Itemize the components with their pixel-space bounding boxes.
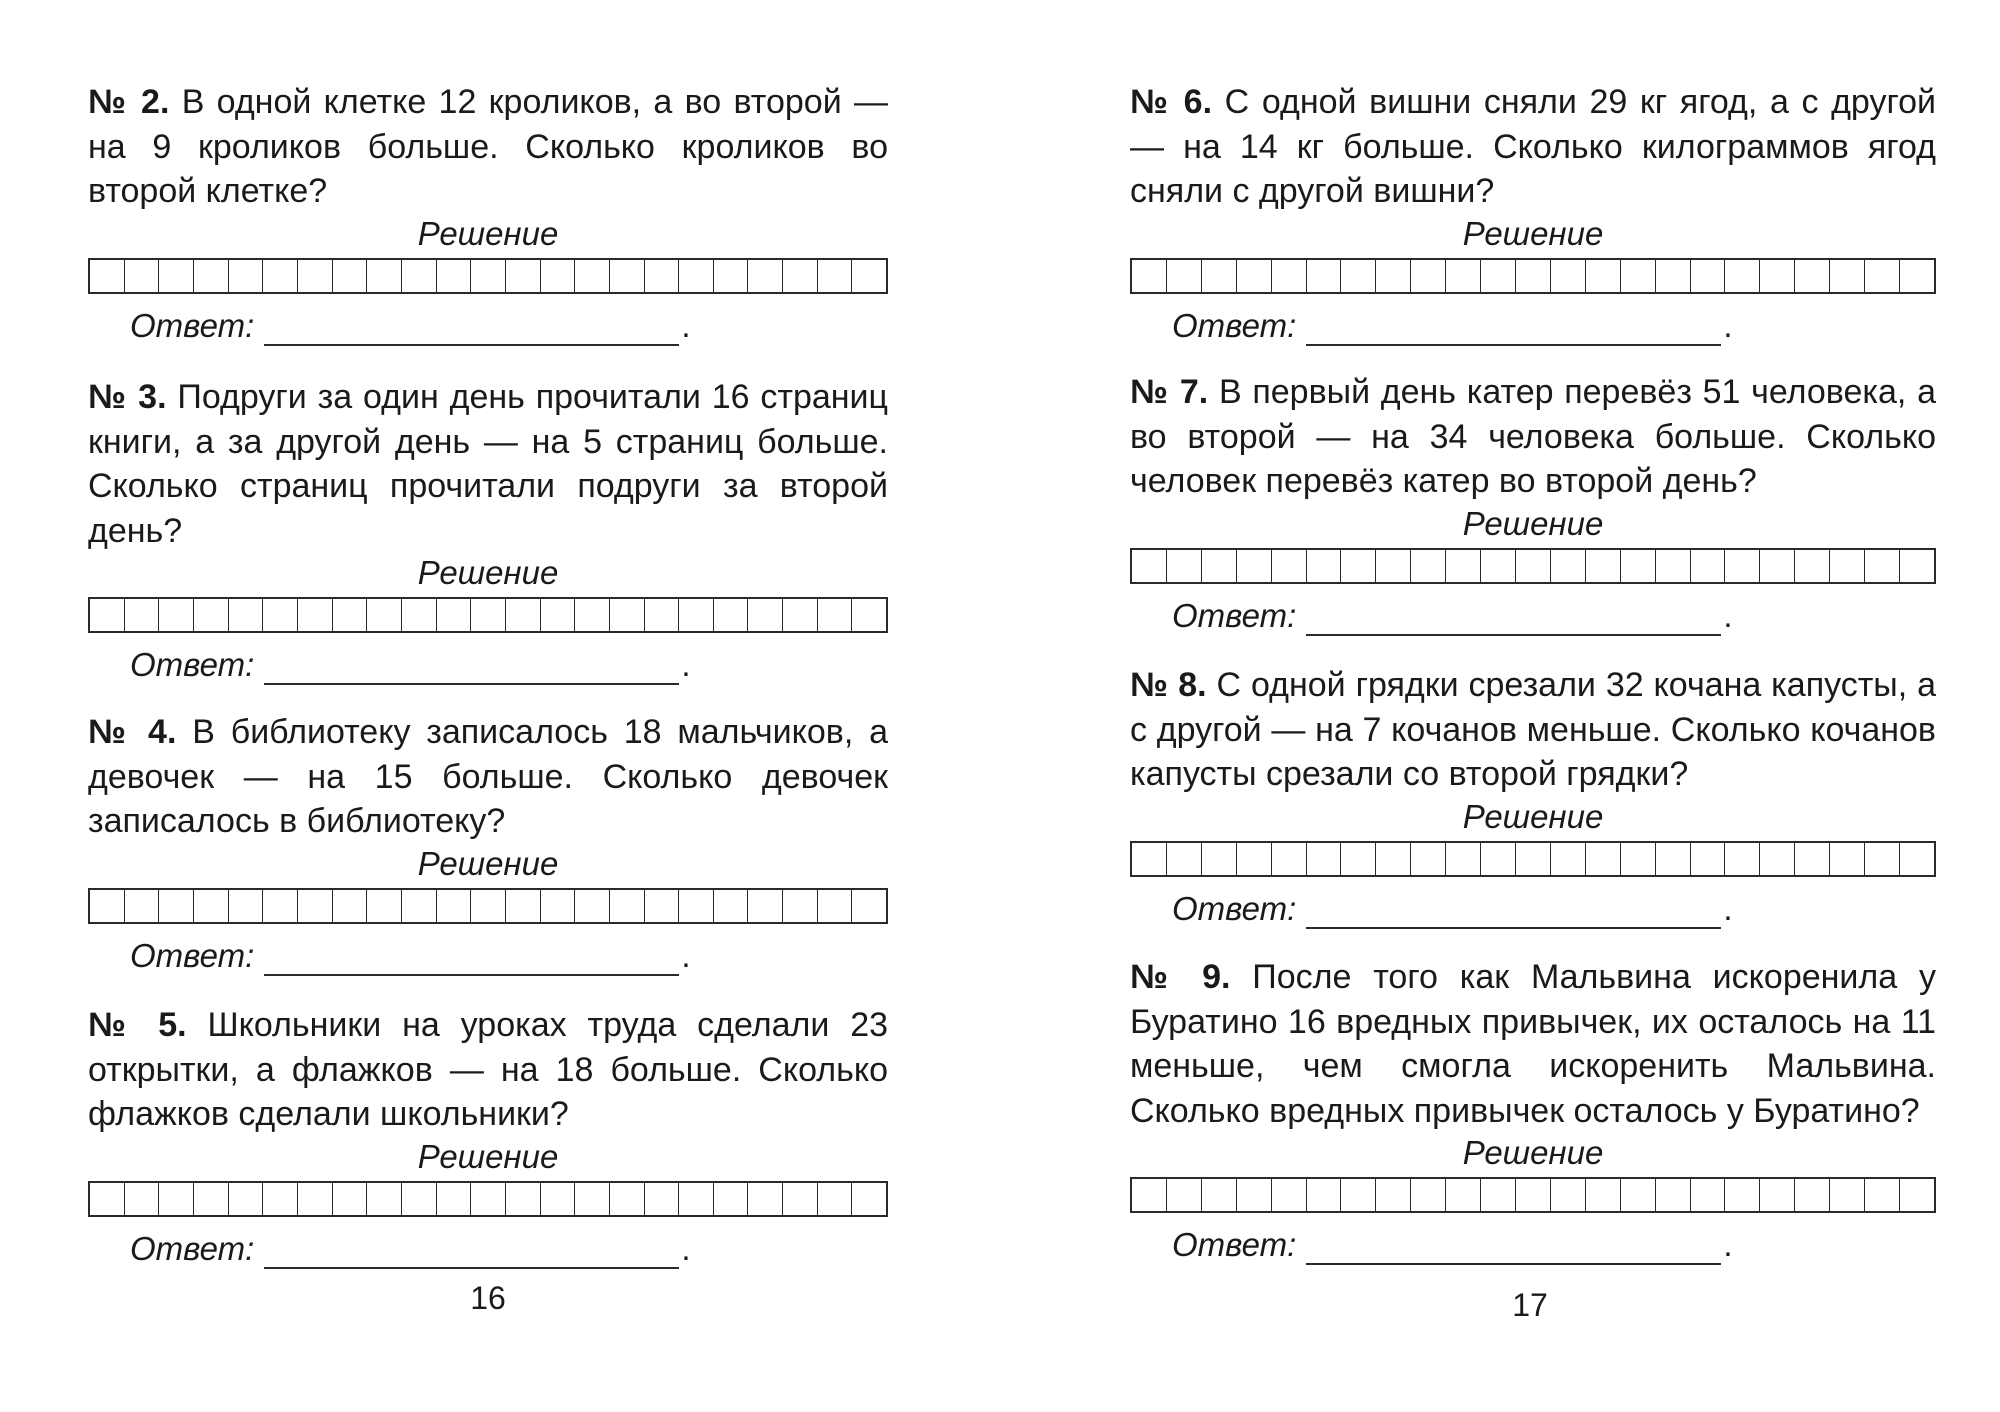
grid-cell[interactable] [818, 890, 853, 922]
solution-label: Решение [1462, 797, 1604, 835]
grid-cell[interactable] [1272, 1179, 1307, 1211]
grid-cell[interactable] [575, 1183, 610, 1215]
answer-period: . [1723, 596, 1733, 634]
grid-cell[interactable] [1795, 843, 1830, 875]
grid-cell[interactable] [1481, 550, 1516, 582]
grid-cell[interactable] [748, 890, 783, 922]
grid-cell[interactable] [125, 1183, 160, 1215]
grid-cell[interactable] [1237, 550, 1272, 582]
grid-cell[interactable] [1167, 550, 1202, 582]
grid-cell[interactable] [1691, 260, 1726, 292]
grid-cell[interactable] [818, 599, 853, 631]
grid-cell[interactable] [471, 890, 506, 922]
grid-cell[interactable] [1760, 550, 1795, 582]
grid-cell[interactable] [818, 260, 853, 292]
grid-cell[interactable] [1132, 1179, 1167, 1211]
grid-cell[interactable] [1411, 260, 1446, 292]
grid-cell[interactable] [852, 1183, 886, 1215]
problem-text [1130, 663, 1936, 797]
grid-cell[interactable] [1307, 1179, 1342, 1211]
grid-cell[interactable] [575, 599, 610, 631]
grid-cell[interactable] [298, 890, 333, 922]
grid-cell[interactable] [298, 599, 333, 631]
answer-period: . [681, 306, 691, 344]
grid-cell[interactable] [679, 890, 714, 922]
grid-cell[interactable] [159, 890, 194, 922]
grid-cell[interactable] [1586, 550, 1621, 582]
problem-statement: В библиотеку записалось 18 мальчиков, а девочек — на 15 больше. Сколько девочек записалось в библиотеку? [88, 713, 889, 840]
grid-cell[interactable] [1516, 843, 1551, 875]
grid-cell[interactable] [1621, 1179, 1656, 1211]
grid-cell[interactable] [506, 1183, 541, 1215]
grid-cell[interactable] [1272, 550, 1307, 582]
grid-cell[interactable] [159, 599, 194, 631]
answer-period: . [681, 646, 691, 683]
answer-label: Ответ: [1172, 1226, 1297, 1263]
grid-cell[interactable] [852, 260, 886, 292]
grid-cell[interactable] [1725, 550, 1760, 582]
grid-cell[interactable] [852, 599, 886, 631]
grid-cell[interactable] [1760, 1179, 1795, 1211]
grid-cell[interactable] [1481, 1179, 1516, 1211]
grid-cell[interactable] [1167, 260, 1202, 292]
grid-cell[interactable] [229, 890, 264, 922]
problem-number: № 9. [1130, 958, 1231, 996]
grid-cell[interactable] [1725, 260, 1760, 292]
grid-cell[interactable] [194, 260, 229, 292]
grid-cell[interactable] [714, 260, 749, 292]
answer-period: . [681, 1229, 691, 1267]
answer-row [88, 1229, 888, 1269]
grid-cell[interactable] [1725, 1179, 1760, 1211]
answer-label: Ответ: [130, 1229, 255, 1267]
grid-cell[interactable] [1865, 260, 1900, 292]
grid-cell[interactable] [1621, 550, 1656, 582]
grid-cell[interactable] [1830, 550, 1865, 582]
answer-label: Ответ: [1172, 889, 1297, 927]
grid-cell[interactable] [506, 599, 541, 631]
grid-cell[interactable] [471, 599, 506, 631]
solution-label: Решение [417, 1137, 559, 1175]
grid-cell[interactable] [714, 890, 749, 922]
grid-cell[interactable] [1132, 260, 1167, 292]
problem-5 [88, 1003, 888, 1269]
problem-number: № 2. [88, 83, 170, 121]
grid-cell[interactable] [1586, 1179, 1621, 1211]
problem-text [88, 1003, 888, 1137]
grid-cell[interactable] [541, 260, 576, 292]
answer-input-line[interactable] [264, 653, 679, 685]
grid-cell[interactable] [402, 1183, 437, 1215]
grid-cell[interactable] [1307, 260, 1342, 292]
grid-cell[interactable] [367, 260, 402, 292]
grid-cell[interactable] [1446, 843, 1481, 875]
problem-number: № 4. [88, 713, 177, 751]
grid-cell[interactable] [1341, 260, 1376, 292]
problem-8 [1130, 663, 1936, 929]
grid-cell[interactable] [90, 260, 125, 292]
grid-cell[interactable] [1341, 843, 1376, 875]
problem-statement: С одной грядки срезали 32 кочана капусты, а с другой — на 7 кочанов меньше. Сколько кочанов капусты срезали со второй грядки? [1130, 666, 1936, 793]
grid-cell[interactable] [437, 599, 472, 631]
grid-cell[interactable] [1202, 260, 1237, 292]
grid-cell[interactable] [194, 599, 229, 631]
grid-cell[interactable] [818, 1183, 853, 1215]
grid-cell[interactable] [1760, 843, 1795, 875]
grid-cell[interactable] [645, 599, 680, 631]
grid-cell[interactable] [541, 599, 576, 631]
grid-cell[interactable] [1830, 843, 1865, 875]
problem-2 [88, 80, 888, 346]
grid-cell[interactable] [679, 260, 714, 292]
grid-cell[interactable] [1621, 260, 1656, 292]
solution-label: Решение [1462, 1134, 1604, 1171]
grid-cell[interactable] [1132, 843, 1167, 875]
grid-cell[interactable] [1900, 260, 1934, 292]
answer-row [88, 645, 888, 685]
grid-cell[interactable] [125, 890, 160, 922]
grid-cell[interactable] [506, 890, 541, 922]
grid-cell[interactable] [1516, 260, 1551, 292]
grid-cell[interactable] [541, 1183, 576, 1215]
grid-cell[interactable] [1656, 550, 1691, 582]
answer-input-line[interactable] [1306, 604, 1721, 636]
grid-cell[interactable] [333, 1183, 368, 1215]
grid-cell[interactable] [125, 599, 160, 631]
grid-cell[interactable] [1376, 260, 1411, 292]
solution-grid[interactable] [1130, 1177, 1936, 1213]
grid-cell[interactable] [402, 599, 437, 631]
problem-9 [1130, 955, 1936, 1265]
grid-cell[interactable] [679, 1183, 714, 1215]
problem-number: № 3. [88, 378, 167, 416]
grid-cell[interactable] [645, 1183, 680, 1215]
grid-cell[interactable] [783, 890, 818, 922]
grid-cell[interactable] [1411, 1179, 1446, 1211]
solution-grid[interactable] [88, 258, 888, 294]
grid-cell[interactable] [333, 260, 368, 292]
grid-cell[interactable] [1551, 1179, 1586, 1211]
solution-grid[interactable] [88, 888, 888, 924]
answer-period: . [681, 936, 691, 974]
grid-cell[interactable] [159, 1183, 194, 1215]
grid-cell[interactable] [1830, 1179, 1865, 1211]
grid-cell[interactable] [1691, 1179, 1726, 1211]
problem-3 [88, 375, 888, 685]
answer-input-line[interactable] [1306, 897, 1721, 929]
grid-cell[interactable] [333, 599, 368, 631]
grid-cell[interactable] [159, 260, 194, 292]
solution-grid[interactable] [1130, 841, 1936, 877]
answer-row [1130, 306, 1936, 346]
answer-label: Ответ: [1172, 596, 1297, 634]
grid-cell[interactable] [1446, 260, 1481, 292]
problem-statement: В первый день катер перевёз 51 человека, а во второй — на 34 человека больше. Сколько человек перевёз катер во второй день? [1130, 373, 1936, 500]
grid-cell[interactable] [1376, 1179, 1411, 1211]
problem-number: № 7. [1130, 373, 1209, 411]
grid-cell[interactable] [1481, 843, 1516, 875]
problem-number: № 5. [88, 1006, 187, 1044]
grid-cell[interactable] [1900, 550, 1934, 582]
grid-cell[interactable] [645, 260, 680, 292]
grid-cell[interactable] [1760, 260, 1795, 292]
solution-label: Решение [417, 554, 559, 591]
solution-label: Решение [1462, 504, 1604, 542]
grid-cell[interactable] [263, 599, 298, 631]
problem-text [88, 375, 888, 553]
grid-cell[interactable] [783, 599, 818, 631]
page-number: 16 [470, 1280, 506, 1316]
grid-cell[interactable] [1551, 843, 1586, 875]
grid-cell[interactable] [437, 1183, 472, 1215]
grid-cell[interactable] [1900, 843, 1934, 875]
grid-cell[interactable] [1411, 843, 1446, 875]
right-page [1130, 0, 1936, 1412]
grid-cell[interactable] [506, 260, 541, 292]
solution-label: Решение [1462, 214, 1604, 252]
grid-cell[interactable] [748, 1183, 783, 1215]
grid-cell[interactable] [1656, 260, 1691, 292]
grid-cell[interactable] [1132, 550, 1167, 582]
grid-cell[interactable] [1202, 843, 1237, 875]
grid-cell[interactable] [1516, 1179, 1551, 1211]
answer-label: Ответ: [130, 936, 255, 974]
grid-cell[interactable] [402, 890, 437, 922]
grid-cell[interactable] [333, 890, 368, 922]
grid-cell[interactable] [471, 260, 506, 292]
grid-cell[interactable] [90, 890, 125, 922]
grid-cell[interactable] [1551, 550, 1586, 582]
solution-grid[interactable] [88, 597, 888, 633]
grid-cell[interactable] [1481, 260, 1516, 292]
solution-grid[interactable] [88, 1181, 888, 1217]
grid-cell[interactable] [437, 260, 472, 292]
grid-cell[interactable] [714, 1183, 749, 1215]
answer-label: Ответ: [1172, 306, 1297, 344]
grid-cell[interactable] [1900, 1179, 1934, 1211]
grid-cell[interactable] [1865, 550, 1900, 582]
grid-cell[interactable] [748, 260, 783, 292]
answer-label: Ответ: [130, 306, 255, 344]
grid-cell[interactable] [1830, 260, 1865, 292]
answer-input-line[interactable] [264, 314, 679, 346]
answer-row [1130, 1225, 1936, 1265]
grid-cell[interactable] [1691, 843, 1726, 875]
solution-label: Решение [417, 844, 559, 882]
grid-cell[interactable] [1272, 260, 1307, 292]
grid-cell[interactable] [1341, 1179, 1376, 1211]
grid-cell[interactable] [1307, 550, 1342, 582]
grid-cell[interactable] [783, 260, 818, 292]
grid-cell[interactable] [194, 1183, 229, 1215]
grid-cell[interactable] [90, 1183, 125, 1215]
grid-cell[interactable] [1411, 550, 1446, 582]
solution-label: Решение [417, 214, 559, 252]
grid-cell[interactable] [1341, 550, 1376, 582]
answer-period: . [1723, 306, 1733, 344]
problem-4 [88, 710, 888, 976]
grid-cell[interactable] [1167, 843, 1202, 875]
answer-period: . [1723, 889, 1733, 927]
grid-cell[interactable] [298, 1183, 333, 1215]
problem-number: № 8. [1130, 666, 1207, 704]
answer-row [1130, 596, 1936, 636]
grid-cell[interactable] [645, 890, 680, 922]
grid-cell[interactable] [1307, 843, 1342, 875]
problem-statement: Подруги за один день прочитали 16 страниц книги, а за другой день — на 5 страниц больше. Сколько страниц прочитали подруги за второй день? [88, 378, 888, 550]
grid-cell[interactable] [1202, 550, 1237, 582]
problem-statement: В одной клетке 12 кроликов, а во второй — на 9 кроликов больше. Сколько кроликов во второй клетке? [88, 83, 889, 210]
grid-cell[interactable] [471, 1183, 506, 1215]
grid-cell[interactable] [1795, 550, 1830, 582]
grid-cell[interactable] [748, 599, 783, 631]
grid-cell[interactable] [1586, 843, 1621, 875]
solution-grid[interactable] [1130, 548, 1936, 584]
grid-cell[interactable] [1446, 1179, 1481, 1211]
grid-cell[interactable] [610, 890, 645, 922]
grid-cell[interactable] [229, 1183, 264, 1215]
grid-cell[interactable] [575, 890, 610, 922]
page-number: 17 [1512, 1287, 1548, 1323]
grid-cell[interactable] [679, 599, 714, 631]
problem-statement: С одной вишни сняли 29 кг ягод, а с другой — на 14 кг больше. Сколько килограммов ягод сняли с другой вишни? [1130, 83, 1937, 210]
grid-cell[interactable] [541, 890, 576, 922]
answer-row [88, 306, 888, 346]
grid-cell[interactable] [1865, 1179, 1900, 1211]
grid-cell[interactable] [1691, 550, 1726, 582]
grid-cell[interactable] [1202, 1179, 1237, 1211]
grid-cell[interactable] [402, 260, 437, 292]
grid-cell[interactable] [575, 260, 610, 292]
grid-cell[interactable] [437, 890, 472, 922]
answer-row [1130, 889, 1936, 929]
grid-cell[interactable] [1272, 843, 1307, 875]
grid-cell[interactable] [1376, 550, 1411, 582]
grid-cell[interactable] [194, 890, 229, 922]
grid-cell[interactable] [610, 260, 645, 292]
answer-input-line[interactable] [264, 944, 679, 976]
grid-cell[interactable] [1237, 260, 1272, 292]
grid-cell[interactable] [367, 1183, 402, 1215]
problem-statement: После того как Мальвина искоренила у Буратино 16 вредных привычек, их осталось на 11 меньше, чем смогла искоренить Мальвина. Сколько вредных привычек осталось у Буратино? [1130, 958, 1936, 1130]
problem-6 [1130, 80, 1936, 346]
grid-cell[interactable] [1167, 1179, 1202, 1211]
grid-cell[interactable] [1446, 550, 1481, 582]
grid-cell[interactable] [1376, 843, 1411, 875]
grid-cell[interactable] [1656, 843, 1691, 875]
grid-cell[interactable] [610, 1183, 645, 1215]
problem-text [1130, 370, 1936, 504]
grid-cell[interactable] [783, 1183, 818, 1215]
grid-cell[interactable] [1516, 550, 1551, 582]
grid-cell[interactable] [263, 890, 298, 922]
problem-statement: Школьники на уроках труда сделали 23 открытки, а флажков — на 18 больше. Сколько флажков сделали школьники? [88, 1006, 889, 1133]
grid-cell[interactable] [1621, 843, 1656, 875]
answer-period: . [1723, 1226, 1733, 1263]
grid-cell[interactable] [229, 599, 264, 631]
grid-cell[interactable] [1586, 260, 1621, 292]
answer-input-line[interactable] [264, 1237, 679, 1269]
solution-grid[interactable] [1130, 258, 1936, 294]
grid-cell[interactable] [367, 890, 402, 922]
problem-number: № 6. [1130, 83, 1213, 121]
grid-cell[interactable] [1656, 1179, 1691, 1211]
grid-cell[interactable] [1551, 260, 1586, 292]
problem-text [1130, 80, 1936, 214]
problem-text [1130, 955, 1936, 1133]
grid-cell[interactable] [263, 1183, 298, 1215]
grid-cell[interactable] [852, 890, 886, 922]
grid-cell[interactable] [1237, 1179, 1272, 1211]
grid-cell[interactable] [1795, 1179, 1830, 1211]
answer-row [88, 936, 888, 976]
grid-cell[interactable] [1795, 260, 1830, 292]
grid-cell[interactable] [1237, 843, 1272, 875]
grid-cell[interactable] [229, 260, 264, 292]
grid-cell[interactable] [714, 599, 749, 631]
grid-cell[interactable] [610, 599, 645, 631]
problem-text [88, 80, 888, 214]
grid-cell[interactable] [367, 599, 402, 631]
grid-cell[interactable] [125, 260, 160, 292]
left-page [88, 0, 888, 1412]
grid-cell[interactable] [298, 260, 333, 292]
grid-cell[interactable] [1865, 843, 1900, 875]
answer-input-line[interactable] [1306, 314, 1721, 346]
grid-cell[interactable] [1725, 843, 1760, 875]
grid-cell[interactable] [263, 260, 298, 292]
grid-cell[interactable] [90, 599, 125, 631]
answer-label: Ответ: [130, 646, 255, 683]
answer-input-line[interactable] [1306, 1233, 1721, 1265]
problem-text [88, 710, 888, 844]
problem-7 [1130, 370, 1936, 636]
